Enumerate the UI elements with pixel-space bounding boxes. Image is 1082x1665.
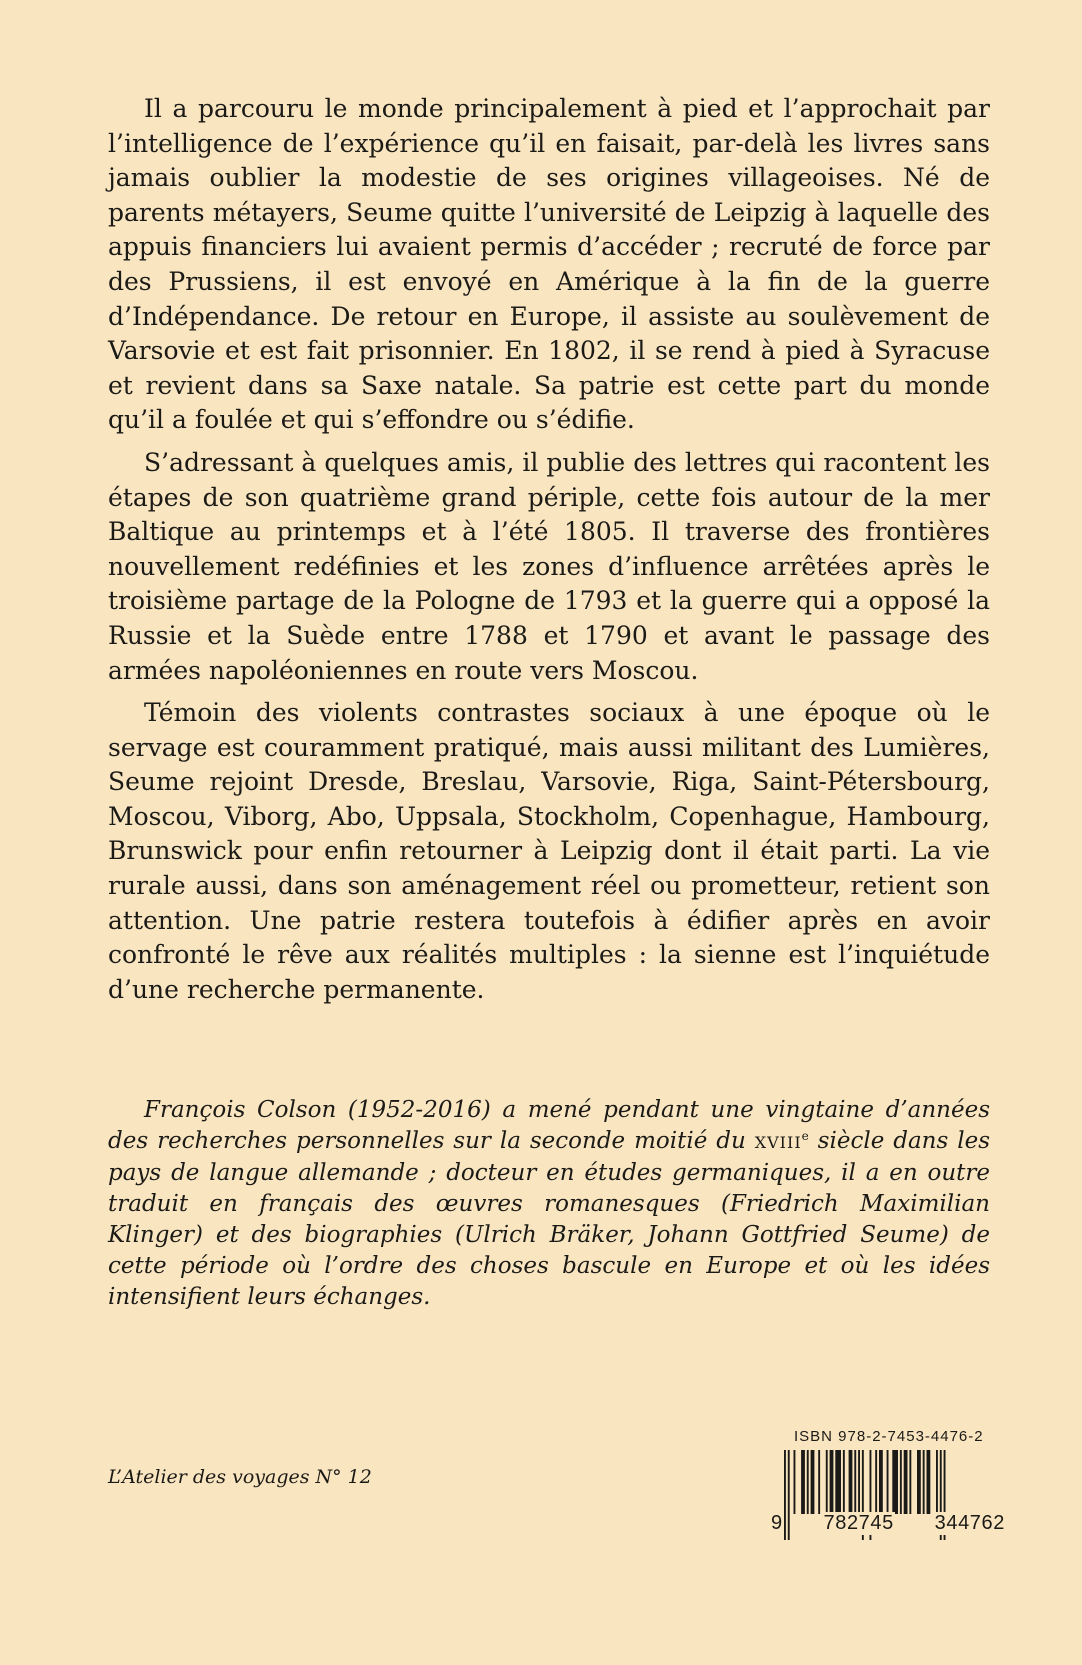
barcode-bar [811,1450,815,1514]
barcode-bar [826,1450,828,1514]
isbn-label: ISBN 978-2-7453-4476-2 [794,1428,984,1445]
author-bio-before: François Colson (1952-2016) a mené pendant une vingtaine d’années des recherches personnelles sur la seconde moitié du [108,1097,990,1154]
century-superscript: e [801,1129,809,1143]
barcode-bar [801,1450,805,1514]
barcode-bar [879,1450,883,1514]
barcode-digits-right: 344762 [934,1512,1005,1534]
barcode-bar [818,1450,820,1514]
author-bio-after: siècle dans les pays de langue allemande ; docteur en études germaniques, il a en outre traduit en français des œuvres romanesques (Friedrich Maximilian Klinger) et des biographies (Ulrich Bräker, Johann Gottfried Seume) de cette période où l’ordre des choses bascule en Europe et où les idées intensifient leurs échanges. [108,1128,991,1310]
barcode-bar [892,1450,898,1514]
barcode-bar [807,1450,809,1514]
barcode-bar [900,1450,902,1514]
barcode-digits-left: 782745 [823,1512,894,1534]
barcode-bar [875,1450,877,1514]
barcode-bar [927,1450,931,1514]
barcode-bar [843,1450,845,1514]
description-paragraph-1: Il a parcouru le monde principalement à pied et l’approchait par l’intelligence de l’expérience qu’il en faisait, par-delà les livres sans jamais oublier la modestie de ses origines villageoises. Né de parents métayers, Seume quitte l’université de Leipzig à laquelle des appuis financiers lui avaient permis d’accéder ; recruté de force par des Prussiens, il est envoyé en Amérique à la fin de la guerre d’Indépendance. De retour en Europe, il assiste au soulèvement de Varsovie et est fait prisonnier. En 1802, il se rend à pied à Syracuse et revient dans sa Saxe natale. Sa patrie est cette part du monde qu’il a foulée et qui s’effondre ou s’édifie. [108,94,990,435]
barcode-bar [917,1450,921,1514]
barcode-bar [858,1450,860,1514]
barcode-digit-lead: 9 [771,1512,783,1534]
barcode-bar [887,1450,889,1514]
barcode-bar [909,1450,911,1514]
series-title: L’Atelier des voyages N° 12 [108,1466,372,1488]
barcode-bar [835,1450,841,1514]
description-paragraph-2: S’adressant à quelques amis, il publie des lettres qui racontent les étapes de son quatrième grand périple, cette fois autour de la mer Baltique au printemps et à l’été 1805. Il traverse des frontières nouvellement redéfinies et les zones d’influence arrêtées après le troisième partage de la Pologne de 1793 et la guerre qui a opposé la Russie et la Suède entre 1788 et 1790 et avant le passage des armées napoléoniennes en route vers Moscou. [108,447,990,685]
barcode-bar [854,1450,856,1514]
barcode-bar [794,1450,796,1514]
barcode-bar [936,1450,938,1514]
barcode-bar [830,1450,834,1514]
back-cover-description [108,92,990,1015]
barcode-bar [849,1450,853,1514]
century-numeral: XVIII [754,1133,802,1152]
barcode-bar [904,1450,908,1514]
barcode-digits [770,1512,1006,1535]
author-bio [108,1095,990,1313]
author-bio-text [108,1095,990,1313]
barcode-bar [923,1450,925,1514]
description-paragraph-3: Témoin des violents contrastes sociaux à une époque où le servage est couramment pratiqué, mais aussi militant des Lumières, Seume rejoint Dresde, Breslau, Varsovie, Riga, Saint-Pétersbourg, Moscou, Viborg, Abo, Uppsala, Stockholm, Copenhague, Hambourg, Brunswick pour enfin retourner à Leipzig dont il était parti. La vie rurale aussi, dans son aménagement réel ou prometteur, retient son attention. Une patrie restera toutefois à édifier après en avoir confronté le rêve aux réalités multiples : la sienne est l’inquiétude d’une recherche permanente. [108,698,990,1004]
